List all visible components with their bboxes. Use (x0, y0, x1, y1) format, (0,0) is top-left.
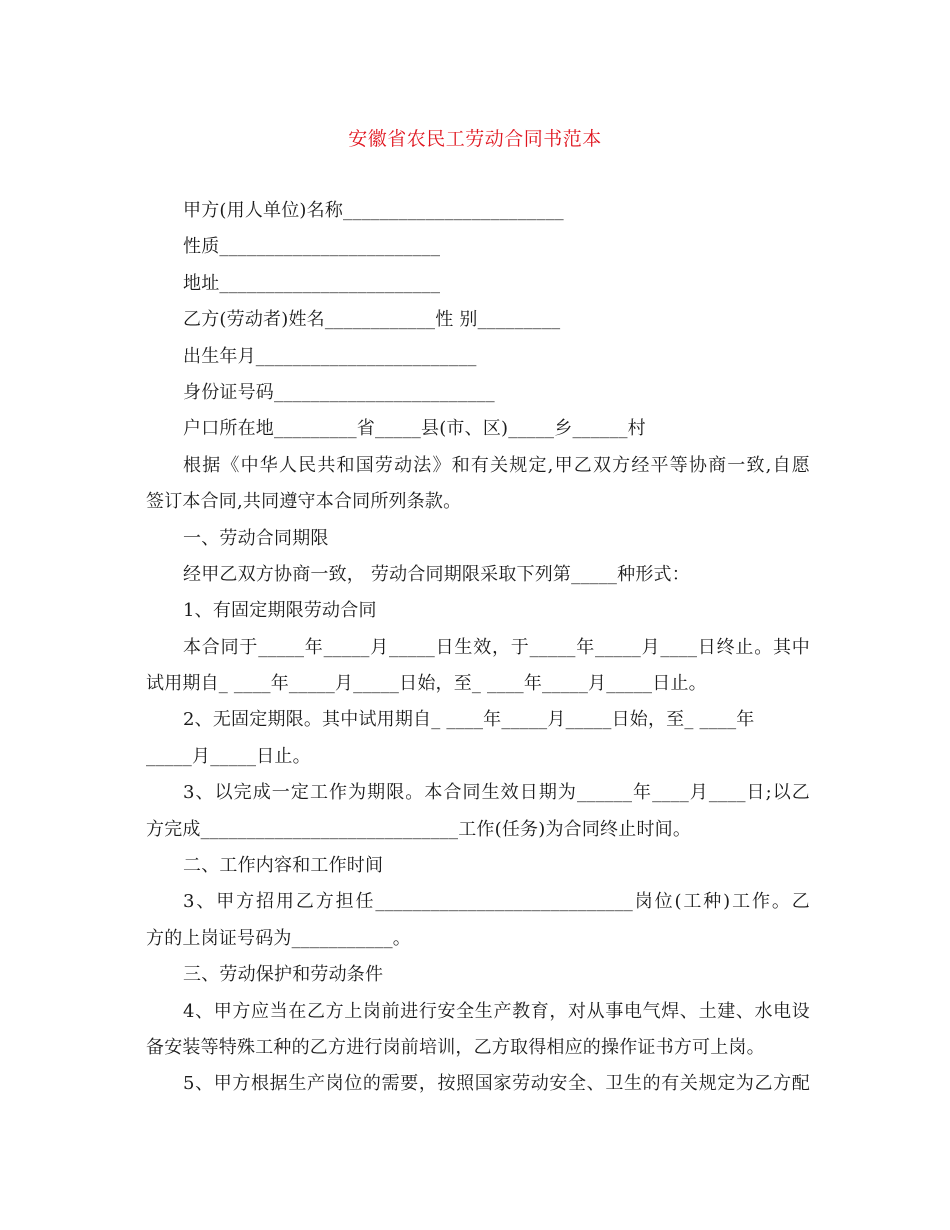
paragraph-line: 2、无固定期限。其中试用期自_ ____年_____月_____日始，至_ ____年 (183, 709, 755, 731)
paragraph-line: 二、工作内容和工作时间 (183, 855, 384, 877)
paragraph-line: 本合同于_____年_____月_____日生效，于_____年_____月____日终止。其中 (183, 636, 810, 658)
paragraph-line: 试用期自_ ____年_____月_____日始，至_ ____年_____月_____日止。 (146, 673, 707, 695)
paragraph-line: 方的上岗证号码为___________。 (146, 927, 411, 949)
paragraph-line: 一、劳动合同期限 (183, 527, 329, 549)
paragraph-line: 4、甲方应当在乙方上岗前进行安全生产教育，对从事电气焊、土建、水电设 (183, 1000, 810, 1022)
paragraph-line: 经甲乙双方协商一致， 劳动合同期限采取下列第_____种形式： (183, 563, 690, 585)
paragraph-line: 方完成____________________________工作(任务)为合同终止时间。 (146, 818, 692, 840)
paragraph-line: 备安装等特殊工种的乙方进行岗前培训，乙方取得相应的操作证书方可上岗。 (146, 1036, 765, 1058)
paragraph-line: 5、甲方根据生产岗位的需要，按照国家劳动安全、卫生的有关规定为乙方配 (183, 1073, 810, 1095)
paragraph-line: 身份证号码________________________ (183, 381, 495, 403)
paragraph-line: 根据《中华人民共和国劳动法》和有关规定,甲乙双方经平等协商一致,自愿 (183, 454, 810, 476)
paragraph-line: 1、有固定期限劳动合同 (183, 600, 377, 622)
paragraph-line: 户口所在地_________省_____县(市、区)_____乡______村 (183, 418, 646, 440)
paragraph-line: 地址________________________ (183, 272, 441, 294)
document-body (146, 193, 810, 1103)
paragraph-line: 3、以完成一定工作为期限。本合同生效日期为______年____月____日;以乙 (183, 782, 810, 804)
paragraph-line: _____月_____日止。 (146, 745, 311, 767)
document-title: 安徽省农民工劳动合同书范本 (348, 128, 602, 150)
paragraph-line: 3、甲方招用乙方担任____________________________岗位(工种)工作。乙 (183, 891, 810, 913)
paragraph-line: 签订本合同,共同遵守本合同所列条款。 (146, 491, 462, 513)
paragraph-line: 甲方(用人单位)名称________________________ (183, 200, 564, 221)
paragraph-line: 乙方(劳动者)姓名____________性 别_________ (183, 309, 561, 331)
paragraph-line: 出生年月________________________ (183, 345, 477, 367)
paragraph-line: 性质________________________ (183, 236, 441, 258)
paragraph-line: 三、劳动保护和劳动条件 (183, 964, 384, 986)
